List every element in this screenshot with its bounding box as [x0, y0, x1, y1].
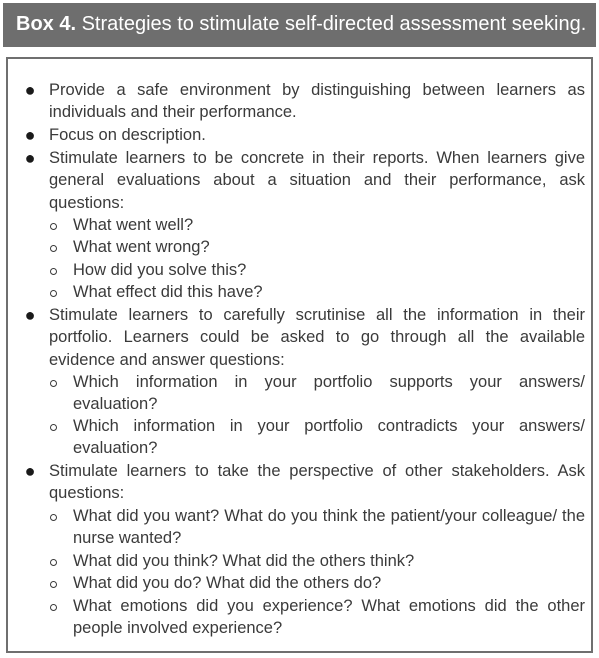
bullet-icon: ● — [24, 80, 36, 100]
sub-list-item — [73, 415, 585, 460]
list-item — [24, 147, 585, 214]
bullet-icon: ● — [24, 125, 36, 145]
sub-item-text: What did you want? What do you think the patient/your colleague/ the nurse wanted? — [73, 507, 585, 548]
box-title: Strategies to stimulate self-directed assessment seeking. — [81, 13, 587, 35]
list-item — [24, 304, 585, 371]
circle-bullet-icon — [50, 223, 57, 230]
sub-list-item — [73, 572, 585, 594]
sub-item-text: Which information in your portfolio contradicts your answers/ evaluation? — [73, 417, 585, 458]
circle-bullet-icon — [50, 424, 57, 431]
sub-item-text: What did you think? What did the others think? — [73, 552, 415, 570]
sub-item-text: What went well? — [73, 216, 194, 234]
sub-item-text: What did you do? What did the others do? — [73, 574, 382, 592]
bullet-icon: ● — [24, 305, 36, 325]
sub-item-text: Which information in your portfolio supports your answers/ evaluation? — [73, 373, 585, 414]
sub-item-text: What went wrong? — [73, 238, 210, 256]
sub-list-item — [73, 259, 585, 281]
circle-bullet-icon — [50, 581, 57, 588]
sub-list-item — [73, 214, 585, 236]
sub-list-item — [73, 595, 585, 640]
item-text: Stimulate learners to be concrete in their reports. When learners give general evaluations about a situation and their performance, ask questions: — [49, 149, 585, 212]
circle-bullet-icon — [50, 268, 57, 275]
sub-list-item — [73, 236, 585, 258]
sub-list-item — [73, 505, 585, 550]
sub-item-text: What effect did this have? — [73, 283, 263, 301]
circle-bullet-icon — [50, 245, 57, 252]
circle-bullet-icon — [50, 604, 57, 611]
list-item — [24, 79, 585, 124]
item-text: Focus on description. — [49, 126, 206, 144]
bullet-icon: ● — [24, 461, 36, 481]
circle-bullet-icon — [50, 290, 57, 297]
item-text: Stimulate learners to take the perspective of other stakeholders. Ask questions: — [49, 462, 585, 503]
sub-list-item — [73, 550, 585, 572]
item-text: Stimulate learners to carefully scrutinise all the information in their portfolio. Learners could be asked to go through all the available evidence and answer questions: — [49, 306, 585, 369]
sub-list-item — [73, 371, 585, 416]
item-text: Provide a safe environment by distinguishing between learners as individuals and their performance. — [49, 81, 585, 122]
box-header — [3, 3, 596, 47]
sub-item-text: What emotions did you experience? What emotions did the other people involved experience? — [73, 597, 585, 638]
list-item — [24, 124, 585, 146]
box-label: Box 4. — [16, 13, 77, 35]
circle-bullet-icon — [50, 559, 57, 566]
sub-list-item — [73, 281, 585, 303]
circle-bullet-icon — [50, 380, 57, 387]
circle-bullet-icon — [50, 514, 57, 521]
bullet-icon: ● — [24, 148, 36, 168]
sub-item-text: How did you solve this? — [73, 261, 247, 279]
box-body — [6, 57, 593, 653]
list-item — [24, 460, 585, 505]
